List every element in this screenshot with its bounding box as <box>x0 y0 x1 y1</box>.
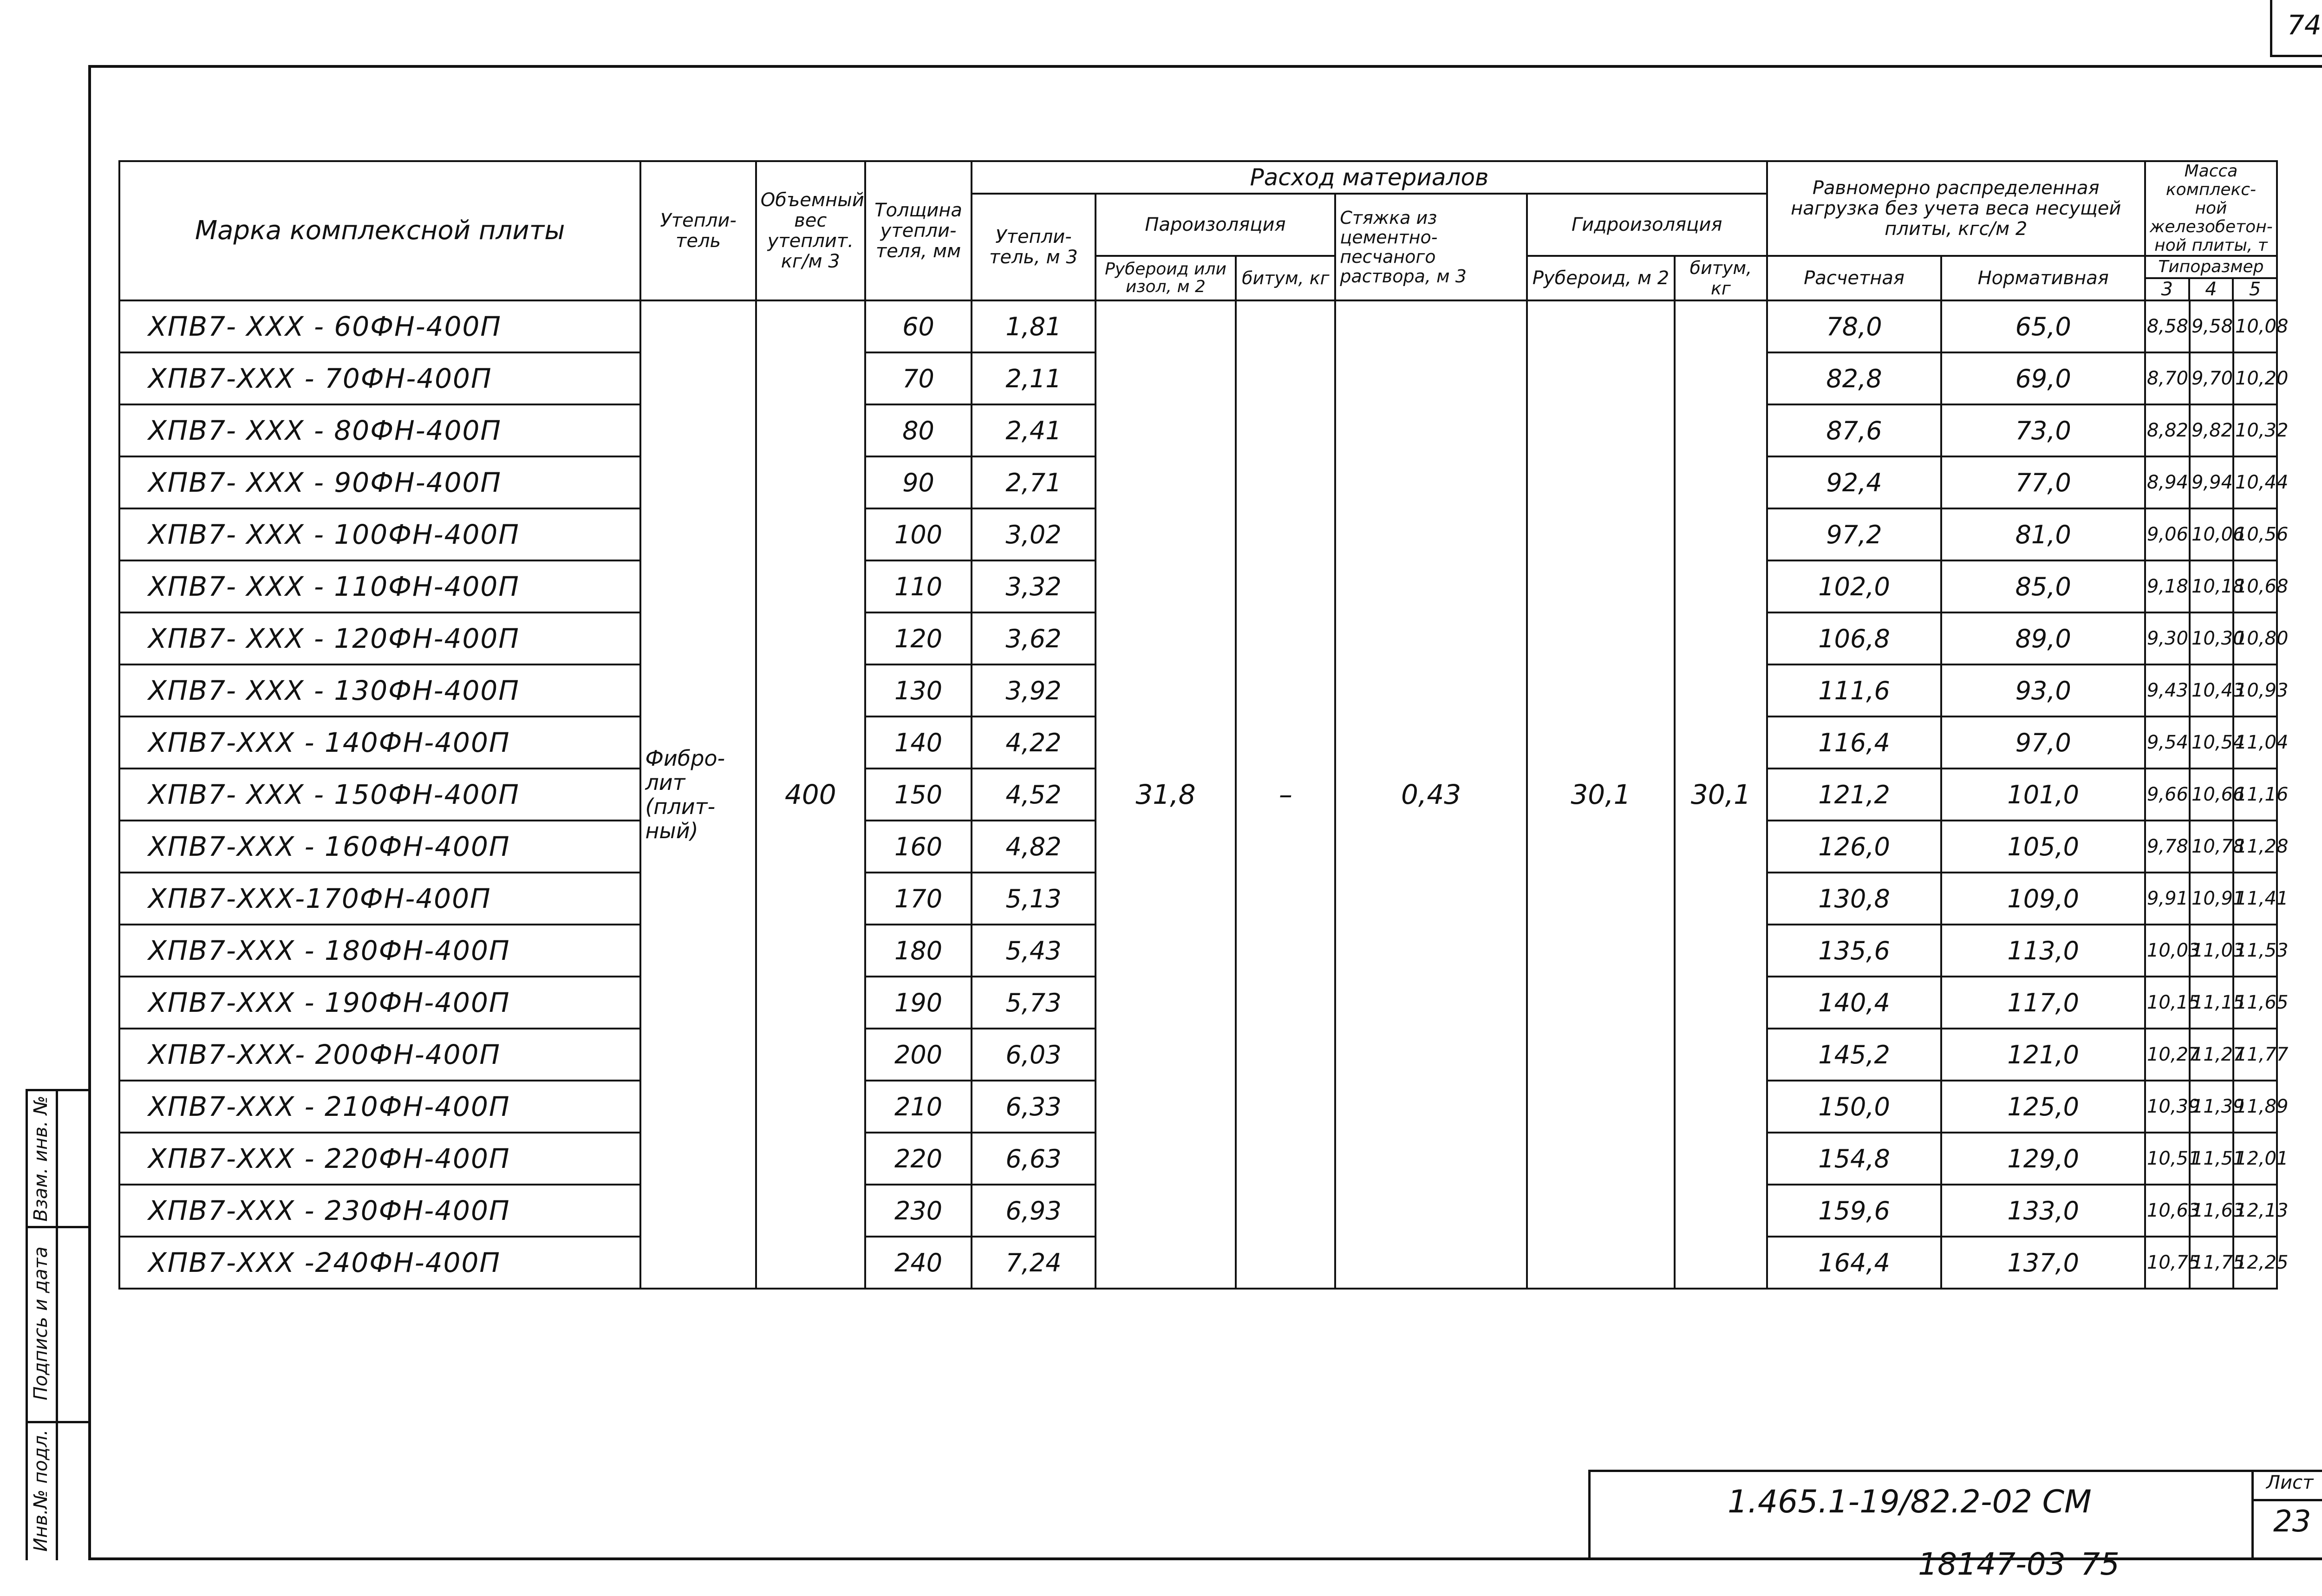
stamp-top-line <box>1588 1470 2322 1472</box>
row-mark: ХПВ7- ХХХ - 120ФН-400П <box>119 612 640 664</box>
header-size-4: 4 <box>2190 279 2234 300</box>
header-vapor-barrier: Пароизоляция <box>1096 194 1336 256</box>
row-mark: ХПВ7- ХХХ - 80ФН-400П <box>119 404 640 456</box>
specification-table <box>118 160 2289 1290</box>
row-mark: ХПВ7- ХХХ - 110ФН-400П <box>119 560 640 612</box>
row-mass-5: 11,41 <box>2233 873 2277 925</box>
merged-insulation: Фибро- лит (плит- ный) <box>640 300 756 1289</box>
row-mass-4: 10,18 <box>2190 560 2233 612</box>
merged-volume-weight: 400 <box>756 300 865 1289</box>
row-thickness: 110 <box>865 560 972 612</box>
row-mass-5: 11,77 <box>2233 1029 2277 1081</box>
row-mark: ХПВ7-ХХХ - 220ФН-400П <box>119 1133 640 1185</box>
page-number-underline <box>2270 55 2322 57</box>
header-ruberoid-izol: Рубероид или изол, м 2 <box>1096 256 1236 300</box>
side-stamp-inv-orig: Инв.№ подл. <box>30 1429 52 1552</box>
row-mark: ХПВ7-ХХХ - 140ФН-400П <box>119 717 640 769</box>
row-mass-3: 10,51 <box>2145 1133 2190 1185</box>
stamp-document-code: 1.465.1-19/82.2-02 СМ <box>1728 1484 2092 1520</box>
row-thickness: 100 <box>865 508 972 560</box>
row-thickness: 130 <box>865 664 972 717</box>
header-bitumen2: битум, кг <box>1675 256 1767 300</box>
header-normative-load: Нормативная <box>1941 256 2145 300</box>
header-design-load: Расчетная <box>1767 256 1942 300</box>
row-mark: ХПВ7- ХХХ - 90ФН-400П <box>119 456 640 508</box>
stamp-left-line <box>1588 1470 1591 1560</box>
row-mark: ХПВ7-ХХХ - 180ФН-400П <box>119 925 640 977</box>
row-design-load: 164,4 <box>1767 1237 1942 1289</box>
row-thickness: 180 <box>865 925 972 977</box>
header-size-values <box>2146 279 2276 300</box>
row-mass-4: 10,43 <box>2190 664 2233 717</box>
header-size-type-group <box>2145 256 2277 300</box>
row-mark: ХПВ7-ХХХ-170ФН-400П <box>119 873 640 925</box>
row-mass-3: 9,43 <box>2145 664 2190 717</box>
row-mass-3: 9,91 <box>2145 873 2190 925</box>
archive-page: 75 <box>2081 1546 2120 1582</box>
row-mass-3: 9,66 <box>2145 769 2190 821</box>
row-mass-4: 11,15 <box>2190 977 2233 1029</box>
row-design-load: 97,2 <box>1767 508 1942 560</box>
row-mass-3: 9,78 <box>2145 821 2190 873</box>
row-design-load: 87,6 <box>1767 404 1942 456</box>
row-design-load: 154,8 <box>1767 1133 1942 1185</box>
row-mass-4: 9,94 <box>2190 456 2233 508</box>
row-mass-4: 11,75 <box>2190 1237 2233 1289</box>
row-thickness: 160 <box>865 821 972 873</box>
merged-bitumen: – <box>1236 300 1335 1289</box>
header-insulant: Утепли- тель, м 3 <box>972 194 1095 300</box>
row-thickness: 90 <box>865 456 972 508</box>
row-mass-3: 10,03 <box>2145 925 2190 977</box>
row-mass-4: 10,30 <box>2190 612 2233 664</box>
row-mark: ХПВ7-ХХХ - 160ФН-400П <box>119 821 640 873</box>
row-insulant: 6,03 <box>972 1029 1095 1081</box>
row-design-load: 145,2 <box>1767 1029 1942 1081</box>
row-mass-5: 11,04 <box>2233 717 2277 769</box>
row-mass-4: 11,51 <box>2190 1133 2233 1185</box>
row-design-load: 130,8 <box>1767 873 1942 925</box>
header-materials: Расход материалов <box>972 161 1767 194</box>
row-mass-4: 10,66 <box>2190 769 2233 821</box>
row-design-load: 92,4 <box>1767 456 1942 508</box>
row-mass-4: 11,27 <box>2190 1029 2233 1081</box>
row-insulant: 2,11 <box>972 352 1095 404</box>
page-number-divider <box>2270 0 2272 56</box>
row-insulant: 5,73 <box>972 977 1095 1029</box>
side-stamp-mid-line <box>56 1089 58 1560</box>
row-mass-3: 9,18 <box>2145 560 2190 612</box>
merged-ruberoid-izol: 31,8 <box>1096 300 1236 1289</box>
row-mark: ХПВ7-ХХХ - 190ФН-400П <box>119 977 640 1029</box>
row-mass-4: 10,78 <box>2190 821 2233 873</box>
row-thickness: 80 <box>865 404 972 456</box>
header-ruberoid: Рубероид, м 2 <box>1527 256 1675 300</box>
row-normative-load: 89,0 <box>1941 612 2145 664</box>
row-normative-load: 73,0 <box>1941 404 2145 456</box>
row-insulant: 5,43 <box>972 925 1095 977</box>
side-stamp-left-line <box>26 1089 28 1560</box>
row-design-load: 111,6 <box>1767 664 1942 717</box>
row-normative-load: 85,0 <box>1941 560 2145 612</box>
row-normative-load: 65,0 <box>1941 300 2145 352</box>
row-thickness: 120 <box>865 612 972 664</box>
row-mass-5: 10,68 <box>2233 560 2277 612</box>
row-insulant: 4,82 <box>972 821 1095 873</box>
row-design-load: 82,8 <box>1767 352 1942 404</box>
row-mass-4: 10,06 <box>2190 508 2233 560</box>
stamp-sheet-number: 23 <box>2273 1505 2311 1539</box>
row-normative-load: 81,0 <box>1941 508 2145 560</box>
row-thickness: 70 <box>865 352 972 404</box>
row-normative-load: 105,0 <box>1941 821 2145 873</box>
row-design-load: 135,6 <box>1767 925 1942 977</box>
row-mark: ХПВ7- ХХХ - 60ФН-400П <box>119 300 640 352</box>
row-normative-load: 109,0 <box>1941 873 2145 925</box>
side-stamp-divider-2 <box>26 1421 91 1423</box>
row-insulant: 1,81 <box>972 300 1095 352</box>
row-mass-3: 8,94 <box>2145 456 2190 508</box>
row-normative-load: 137,0 <box>1941 1237 2145 1289</box>
row-mark: ХПВ7-ХХХ- 200ФН-400П <box>119 1029 640 1081</box>
row-mass-5: 10,20 <box>2233 352 2277 404</box>
row-design-load: 140,4 <box>1767 977 1942 1029</box>
row-mass-5: 12,13 <box>2233 1185 2277 1237</box>
row-thickness: 240 <box>865 1237 972 1289</box>
row-mass-4: 10,91 <box>2190 873 2233 925</box>
row-mass-3: 8,82 <box>2145 404 2190 456</box>
row-insulant: 7,24 <box>972 1237 1095 1289</box>
row-mass-3: 8,58 <box>2145 300 2190 352</box>
row-normative-load: 69,0 <box>1941 352 2145 404</box>
row-thickness: 150 <box>865 769 972 821</box>
row-insulant: 6,93 <box>972 1185 1095 1237</box>
row-mark: ХПВ7-ХХХ -240ФН-400П <box>119 1237 640 1289</box>
row-mark: ХПВ7- ХХХ - 130ФН-400П <box>119 664 640 717</box>
header-volume-weight: Объемный вес утеплит. кг/м 3 <box>756 161 865 300</box>
row-mass-4: 9,70 <box>2190 352 2233 404</box>
row-thickness: 60 <box>865 300 972 352</box>
merged-ruberoid: 30,1 <box>1527 300 1675 1289</box>
row-design-load: 150,0 <box>1767 1081 1942 1133</box>
stamp-sheet-divider <box>2251 1470 2254 1560</box>
row-insulant: 6,33 <box>972 1081 1095 1133</box>
row-mass-5: 12,25 <box>2233 1237 2277 1289</box>
row-mass-3: 9,06 <box>2145 508 2190 560</box>
row-thickness: 230 <box>865 1185 972 1237</box>
header-screed: Стяжка из цементно- песчаного раствора, м 3 <box>1335 194 1526 300</box>
row-mass-5: 10,93 <box>2233 664 2277 717</box>
side-stamp-top-line <box>26 1089 91 1091</box>
header-mark: Марка комплексной плиты <box>119 161 640 300</box>
row-insulant: 3,02 <box>972 508 1095 560</box>
table-row <box>119 300 2277 352</box>
row-mass-5: 11,89 <box>2233 1081 2277 1133</box>
row-normative-load: 93,0 <box>1941 664 2145 717</box>
side-stamp-signature-date: Подпись и дата <box>30 1246 52 1401</box>
row-mass-3: 9,54 <box>2145 717 2190 769</box>
row-mass-3: 10,39 <box>2145 1081 2190 1133</box>
row-design-load: 126,0 <box>1767 821 1942 873</box>
row-mass-3: 8,70 <box>2145 352 2190 404</box>
row-design-load: 121,2 <box>1767 769 1942 821</box>
row-normative-load: 133,0 <box>1941 1185 2145 1237</box>
row-mass-5: 10,08 <box>2233 300 2277 352</box>
row-insulant: 2,71 <box>972 456 1095 508</box>
archive-number: 18147-03 <box>1918 1546 2066 1582</box>
row-normative-load: 129,0 <box>1941 1133 2145 1185</box>
row-mass-5: 11,65 <box>2233 977 2277 1029</box>
row-mark: ХПВ7- ХХХ - 100ФН-400П <box>119 508 640 560</box>
header-size-type: Типоразмер <box>2146 257 2276 279</box>
row-insulant: 6,63 <box>972 1133 1095 1185</box>
row-mass-5: 10,32 <box>2233 404 2277 456</box>
header-thickness: Толщина утепли- теля, мм <box>865 161 972 300</box>
row-mark: ХПВ7-ХХХ - 70ФН-400П <box>119 352 640 404</box>
row-mark: ХПВ7- ХХХ - 150ФН-400П <box>119 769 640 821</box>
row-mass-4: 10,54 <box>2190 717 2233 769</box>
row-insulant: 3,32 <box>972 560 1095 612</box>
row-design-load: 102,0 <box>1767 560 1942 612</box>
side-stamp-replaces-inv: Взам. инв. № <box>30 1095 52 1222</box>
header-waterproofing: Гидроизоляция <box>1527 194 1767 256</box>
row-thickness: 200 <box>865 1029 972 1081</box>
row-insulant: 3,62 <box>972 612 1095 664</box>
row-mass-3: 10,63 <box>2145 1185 2190 1237</box>
side-stamp-divider-1 <box>26 1226 91 1228</box>
merged-bitumen2: 30,1 <box>1675 300 1767 1289</box>
row-mark: ХПВ7-ХХХ - 210ФН-400П <box>119 1081 640 1133</box>
row-mass-5: 11,16 <box>2233 769 2277 821</box>
row-thickness: 210 <box>865 1081 972 1133</box>
stamp-sheet-label-line <box>2251 1499 2322 1501</box>
header-size-3: 3 <box>2146 279 2190 300</box>
row-design-load: 159,6 <box>1767 1185 1942 1237</box>
row-insulant: 3,92 <box>972 664 1095 717</box>
merged-screed: 0,43 <box>1335 300 1526 1289</box>
row-mass-4: 11,39 <box>2190 1081 2233 1133</box>
row-mass-5: 11,28 <box>2233 821 2277 873</box>
row-mass-3: 9,30 <box>2145 612 2190 664</box>
row-normative-load: 113,0 <box>1941 925 2145 977</box>
stamp-sheet-label: Лист <box>2266 1472 2314 1493</box>
row-insulant: 4,22 <box>972 717 1095 769</box>
row-mass-3: 10,75 <box>2145 1237 2190 1289</box>
row-thickness: 190 <box>865 977 972 1029</box>
table-body <box>119 300 2289 1289</box>
header-bitumen: битум, кг <box>1236 256 1335 300</box>
row-mass-4: 11,63 <box>2190 1185 2233 1237</box>
row-design-load: 106,8 <box>1767 612 1942 664</box>
row-insulant: 4,52 <box>972 769 1095 821</box>
header-insulation: Утепли- тель <box>640 161 756 300</box>
row-normative-load: 101,0 <box>1941 769 2145 821</box>
row-mass-4: 9,58 <box>2190 300 2233 352</box>
page-number: 74 <box>2287 9 2322 41</box>
row-mass-3: 10,15 <box>2145 977 2190 1029</box>
row-insulant: 5,13 <box>972 873 1095 925</box>
row-thickness: 140 <box>865 717 972 769</box>
header-size-5: 5 <box>2249 279 2261 300</box>
row-mass-5: 10,80 <box>2233 612 2277 664</box>
row-mass-4: 11,03 <box>2190 925 2233 977</box>
row-thickness: 220 <box>865 1133 972 1185</box>
row-design-load: 116,4 <box>1767 717 1942 769</box>
row-mass-3: 10,27 <box>2145 1029 2190 1081</box>
row-mass-5: 10,56 <box>2233 508 2277 560</box>
row-normative-load: 97,0 <box>1941 717 2145 769</box>
row-normative-load: 77,0 <box>1941 456 2145 508</box>
row-mass-5: 11,53 <box>2233 925 2277 977</box>
header-mass: Масса комплекс- ной железобетон- ной плиты, т <box>2145 161 2277 256</box>
row-normative-load: 117,0 <box>1941 977 2145 1029</box>
header-load: Равномерно распределенная нагрузка без учета веса несущей плиты, кгс/м 2 <box>1767 161 2145 256</box>
row-mass-5: 12,01 <box>2233 1133 2277 1185</box>
row-normative-load: 121,0 <box>1941 1029 2145 1081</box>
row-normative-load: 125,0 <box>1941 1081 2145 1133</box>
row-insulant: 2,41 <box>972 404 1095 456</box>
row-mark: ХПВ7-ХХХ - 230ФН-400П <box>119 1185 640 1237</box>
row-mass-5: 10,44 <box>2233 456 2277 508</box>
row-design-load: 78,0 <box>1767 300 1942 352</box>
row-mass-4: 9,82 <box>2190 404 2233 456</box>
row-thickness: 170 <box>865 873 972 925</box>
